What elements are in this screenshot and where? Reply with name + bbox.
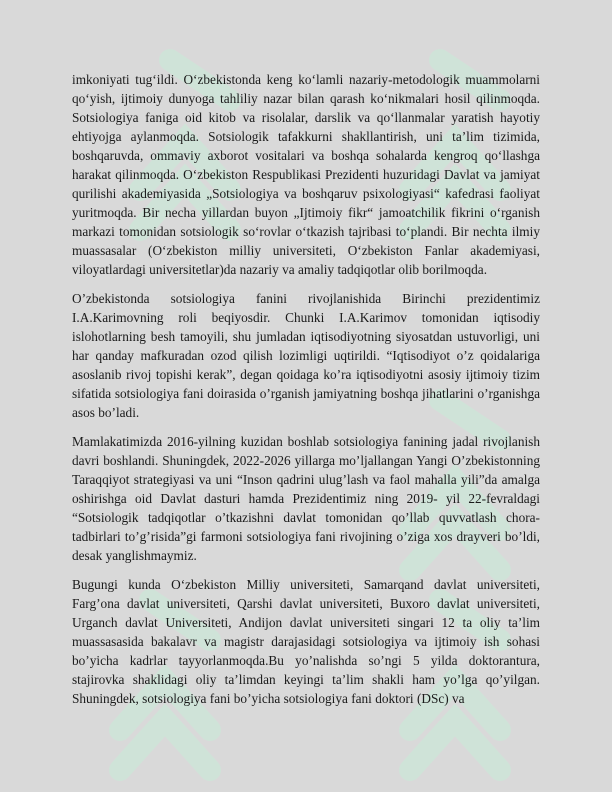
paragraph-2: O’zbekistonda sotsiologiya fanini rivojlanishida Birinchi prezidentimiz I.A.Karimovning roli beqiyosdir. Chunki I.A.Karimov tomonidan iqtisodiy islohotlarning besh tamoyili, shu jumladan iqtisodiyotning siyosatdan ustuvorligi, uni har qanday mafkuradan ozod qilish lozimligi uqtirildi. “Iqtisodiyot o’z qoidalariga asoslanib rivoj topishi kerak”, degan qoidaga ko’ra iqtisodiyotni asosiy ijtimoiy tizim sifatida sotsiologiya fani doirasida o’rganish jamiyatning boshqa jihatlarini o’rganishga asos bo’ladi. <box>72 291 540 420</box>
paragraph-4: Bugungi kunda O‘zbekiston Milliy universiteti, Samarqand davlat universiteti, Farg’ona davlat universiteti, Qarshi davlat universiteti, Buxoro davlat universiteti, Urganch davlat Universiteti, Andijon davlat universiteti singari 12 ta oliy ta’lim muassasasida bakalavr va magistr darajasidagi sotsiologiya va ijtimoiy ish sohasi bo’yicha kadrlar tayyorlanmoqda.Bu yo’nalishda so’ngi 5 yilda doktorantura, stajirovka shaklidagi oliy ta’limdan keyingi ta’lim shakli ham yo’lga qo’yilgan. Shuningdek, sotsiologiya fani bo’yicha sotsiologiya fani doktori (DSc) va <box>72 577 540 706</box>
document-page <box>72 70 540 708</box>
paragraph-1: imkoniyati tug‘ildi. O‘zbekistonda keng ko‘lamli nazariy-metodologik muammolarni qo‘yish, ijtimoiy dunyoga tahliliy nazar bilan qarash ko‘nikmalari hosil qilinmoqda. Sotsiologiya faniga oid kitob va risolalar, darslik va qo‘llanmalar yaratish hayotiy ehtiyojga aylanmoqda. Sotsiologik tafakkurni shakllantirish, uni ta’lim tizimida, boshqaruvda, ommaviy axborot vositalari va boshqa sohalarda kengroq qo‘llashga harakat qilinmoqda. O‘zbekiston Respublikasi Prezidenti huzuridagi Davlat va jamiyat qurilishi akademiyasida „Sotsiologiya va boshqaruv psixologiyasi“ kafedrasi faoliyat yuritmoqda. Bir necha yillardan buyon „Ijtimoiy fikr“ jamoatchilik fikrini o‘rganish markazi tomonidan sotsiologik so‘rovlar o‘tkazish tajribasi to‘plandi. Bir nechta ilmiy muassasalar (O‘zbekiston milliy universiteti, O‘zbekiston Fanlar akademiyasi, viloyatlardagi universitetlar)da nazariy va amaliy tadqiqotlar olib borilmoqda. <box>72 72 540 277</box>
paragraph-3: Mamlakatimizda 2016-yilning kuzidan boshlab sotsiologiya fanining jadal rivojlanish davri boshlandi. Shuningdek, 2022-2026 yillarga mo’ljallangan Yangi O’zbekistonning Taraqqiyot strategiyasi va uni “Inson qadrini ulug’lash va faol mahalla yili”da amalga oshirishga oid Davlat dasturi hamda Prezidentimiz ning 2019- yil 22-fevraldagi “Sotsiologik tadqiqotlar o’tkazishni davlat tomonidan qo’llab quvvatlash chora-tadbirlari to’g’risida”gi farmoni sotsiologiya fani rivojining o’ziga xos drayveri bo’ldi, desak yanglishmaymiz. <box>72 434 540 563</box>
